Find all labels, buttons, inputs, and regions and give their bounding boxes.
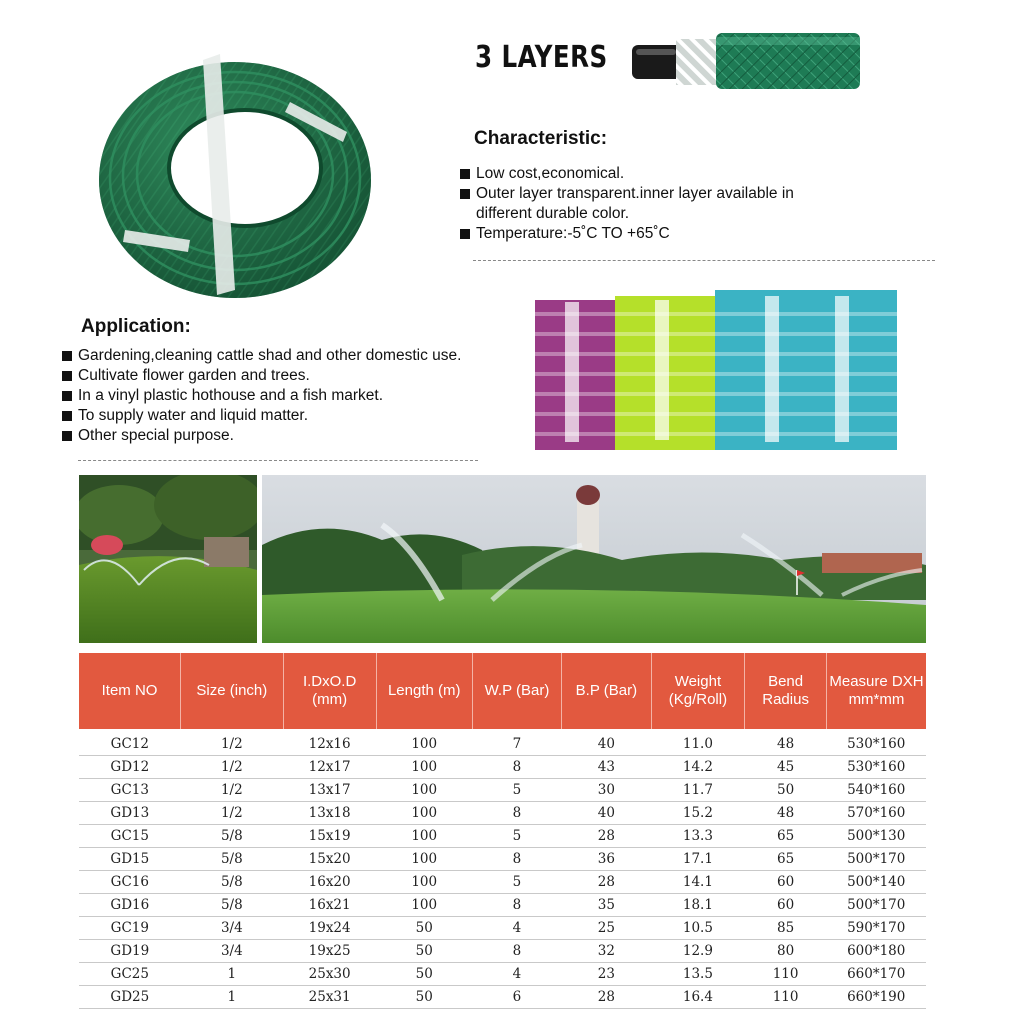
table-cell: 1/2	[181, 731, 283, 756]
table-cell: 36	[562, 848, 651, 871]
table-cell: 32	[562, 940, 651, 963]
list-item: Cultivate flower garden and trees.	[62, 366, 532, 386]
table-cell: 19x24	[283, 917, 376, 940]
table-cell: 500*170	[826, 848, 926, 871]
table-cell: 660*170	[826, 963, 926, 986]
table-cell: 110	[745, 986, 827, 1009]
table-cell: 50	[376, 940, 472, 963]
table-row	[79, 731, 926, 756]
table-cell: 16x21	[283, 894, 376, 917]
table-row	[79, 848, 926, 871]
list-item: To supply water and liquid matter.	[62, 406, 532, 426]
table-cell: 12x16	[283, 731, 376, 756]
table-cell: 570*160	[826, 802, 926, 825]
table-cell: 40	[562, 731, 651, 756]
table-cell: 25x31	[283, 986, 376, 1009]
table-header-row	[79, 653, 926, 731]
table-cell: 15x19	[283, 825, 376, 848]
table-cell: GD12	[79, 756, 181, 779]
table-cell: 4	[472, 917, 561, 940]
table-cell: 5	[472, 825, 561, 848]
table-cell: 3/4	[181, 917, 283, 940]
table-cell: 15x20	[283, 848, 376, 871]
hose-coil-image	[95, 40, 380, 305]
table-body	[79, 731, 926, 1009]
table-cell: 25x30	[283, 963, 376, 986]
table-cell: 13x18	[283, 802, 376, 825]
table-cell: 30	[562, 779, 651, 802]
table-cell: 16.4	[651, 986, 745, 1009]
column-header: I.DxO.D (mm)	[283, 653, 376, 731]
table-cell: 17.1	[651, 848, 745, 871]
table-cell: 3/4	[181, 940, 283, 963]
table-cell: 5/8	[181, 894, 283, 917]
table-cell: 65	[745, 825, 827, 848]
table-cell: 100	[376, 848, 472, 871]
table-cell: 50	[376, 986, 472, 1009]
column-header: B.P (Bar)	[562, 653, 651, 731]
table-cell: 7	[472, 731, 561, 756]
table-cell: 19x25	[283, 940, 376, 963]
table-cell: 35	[562, 894, 651, 917]
column-header: Size (inch)	[181, 653, 283, 731]
golf-course-sprinkler-photo	[262, 475, 926, 643]
list-item: Low cost,economical.	[460, 164, 930, 184]
table-cell: 25	[562, 917, 651, 940]
list-item: Other special purpose.	[62, 426, 532, 446]
column-header: Item NO	[79, 653, 181, 731]
table-cell: 100	[376, 825, 472, 848]
table-row	[79, 779, 926, 802]
table-cell: 48	[745, 802, 827, 825]
table-cell: GC19	[79, 917, 181, 940]
list-item: Outer layer transparent.inner layer available in different durable color.	[460, 184, 930, 224]
table-cell: 13.3	[651, 825, 745, 848]
list-item: Temperature:-5˚C TO +65˚C	[460, 224, 930, 244]
table-cell: 50	[376, 963, 472, 986]
table-cell: 12.9	[651, 940, 745, 963]
table-cell: GD15	[79, 848, 181, 871]
table-row	[79, 802, 926, 825]
table-cell: 8	[472, 848, 561, 871]
table-cell: GC13	[79, 779, 181, 802]
table-cell: 530*160	[826, 731, 926, 756]
table-cell: 1/2	[181, 756, 283, 779]
table-row	[79, 825, 926, 848]
table-cell: 16x20	[283, 871, 376, 894]
characteristic-list	[460, 164, 930, 244]
table-cell: 1	[181, 963, 283, 986]
table-cell: GC25	[79, 963, 181, 986]
hose-stacks-image	[535, 282, 897, 457]
table-cell: 13.5	[651, 963, 745, 986]
layers-title: 3 LAYERS	[475, 40, 608, 75]
table-cell: 100	[376, 894, 472, 917]
table-cell: GC16	[79, 871, 181, 894]
table-cell: 660*190	[826, 986, 926, 1009]
table-cell: 11.7	[651, 779, 745, 802]
table-cell: 43	[562, 756, 651, 779]
application-title: Application:	[81, 316, 191, 337]
table-cell: 5/8	[181, 825, 283, 848]
table-cell: 100	[376, 802, 472, 825]
table-cell: 60	[745, 871, 827, 894]
table-row	[79, 986, 926, 1009]
list-item: Gardening,cleaning cattle shad and other domestic use.	[62, 346, 532, 366]
divider	[473, 260, 935, 261]
table-cell: 50	[745, 779, 827, 802]
table-cell: 13x17	[283, 779, 376, 802]
column-header: Measure DXH mm*mm	[826, 653, 926, 731]
table-cell: 10.5	[651, 917, 745, 940]
table-cell: 18.1	[651, 894, 745, 917]
characteristic-title: Characteristic:	[474, 128, 608, 149]
table-cell: 45	[745, 756, 827, 779]
table-cell: 80	[745, 940, 827, 963]
table-cell: 8	[472, 802, 561, 825]
table-cell: 540*160	[826, 779, 926, 802]
table-row	[79, 917, 926, 940]
table-cell: 40	[562, 802, 651, 825]
application-list	[62, 346, 532, 446]
table-cell: 100	[376, 731, 472, 756]
table-cell: 8	[472, 894, 561, 917]
table-row	[79, 963, 926, 986]
table-cell: 5/8	[181, 848, 283, 871]
list-item: In a vinyl plastic hothouse and a fish market.	[62, 386, 532, 406]
column-header: Weight (Kg/Roll)	[651, 653, 745, 731]
table-cell: 12x17	[283, 756, 376, 779]
table-cell: 28	[562, 986, 651, 1009]
table-cell: 6	[472, 986, 561, 1009]
table-row	[79, 894, 926, 917]
table-row	[79, 756, 926, 779]
table-cell: 48	[745, 731, 827, 756]
table-cell: 1	[181, 986, 283, 1009]
table-cell: 5	[472, 779, 561, 802]
table-cell: 500*140	[826, 871, 926, 894]
table-cell: 530*160	[826, 756, 926, 779]
table-cell: 8	[472, 940, 561, 963]
table-cell: GD13	[79, 802, 181, 825]
table-cell: 500*130	[826, 825, 926, 848]
table-cell: 28	[562, 825, 651, 848]
table-cell: GD25	[79, 986, 181, 1009]
table-cell: 1/2	[181, 779, 283, 802]
column-header: Length (m)	[376, 653, 472, 731]
table-cell: 5/8	[181, 871, 283, 894]
table-cell: 600*180	[826, 940, 926, 963]
column-header: W.P (Bar)	[472, 653, 561, 731]
table-cell: 15.2	[651, 802, 745, 825]
table-cell: GC15	[79, 825, 181, 848]
table-cell: 500*170	[826, 894, 926, 917]
table-cell: 14.2	[651, 756, 745, 779]
table-cell: 23	[562, 963, 651, 986]
table-cell: 85	[745, 917, 827, 940]
table-cell: 60	[745, 894, 827, 917]
table-cell: 110	[745, 963, 827, 986]
table-cell: GD16	[79, 894, 181, 917]
table-row	[79, 940, 926, 963]
specification-table	[79, 653, 926, 1009]
table-cell: GC12	[79, 731, 181, 756]
table-cell: 14.1	[651, 871, 745, 894]
table-cell: GD19	[79, 940, 181, 963]
table-cell: 5	[472, 871, 561, 894]
table-cell: 100	[376, 756, 472, 779]
table-cell: 50	[376, 917, 472, 940]
table-cell: 11.0	[651, 731, 745, 756]
table-cell: 590*170	[826, 917, 926, 940]
table-cell: 100	[376, 871, 472, 894]
column-header: Bend Radius	[745, 653, 827, 731]
table-cell: 65	[745, 848, 827, 871]
table-cell: 4	[472, 963, 561, 986]
table-cell: 28	[562, 871, 651, 894]
table-cell: 8	[472, 756, 561, 779]
garden-sprinkler-photo	[79, 475, 257, 643]
divider	[78, 460, 478, 461]
table-cell: 1/2	[181, 802, 283, 825]
hose-layers-image	[632, 33, 860, 89]
table-cell: 100	[376, 779, 472, 802]
table-row	[79, 871, 926, 894]
